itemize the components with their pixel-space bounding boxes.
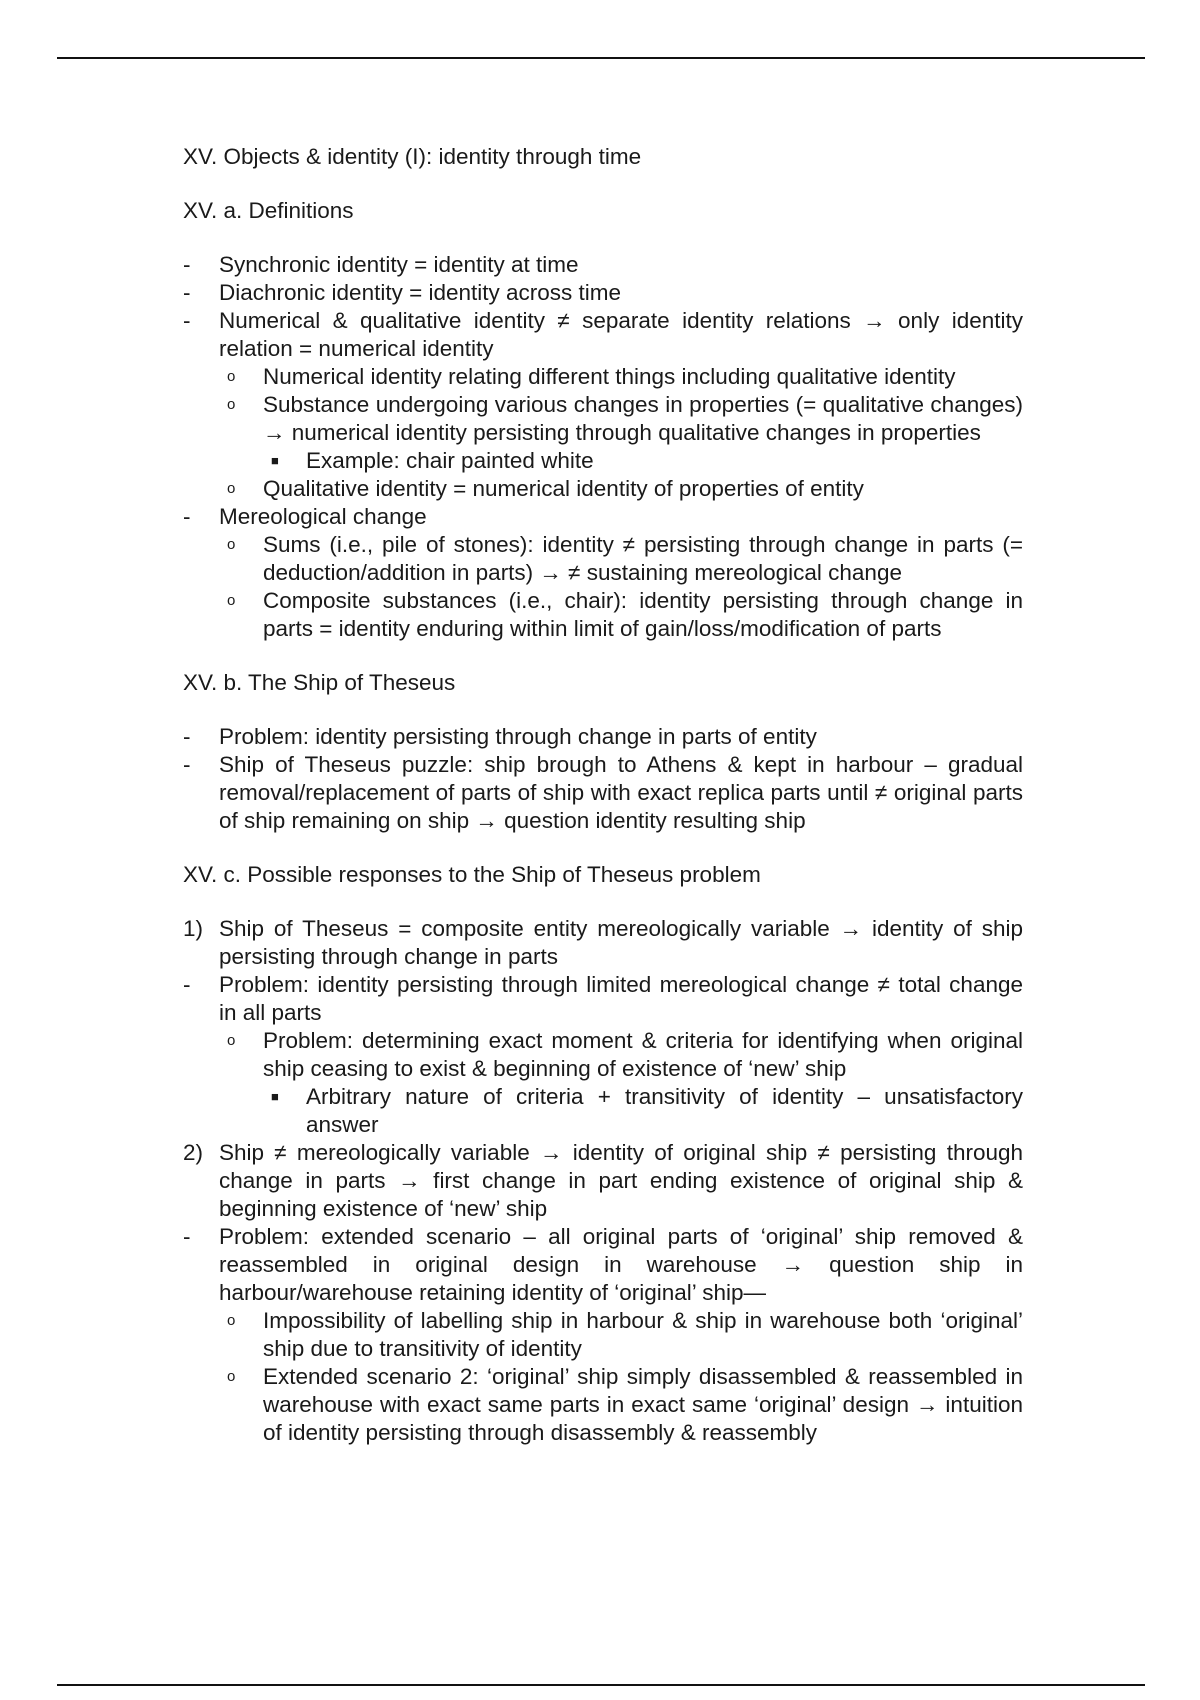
- section-heading: XV. c. Possible responses to the Ship of Theseus problem: [183, 862, 761, 887]
- circle-bullet-icon: o: [227, 536, 236, 553]
- list-item: - Problem: identity persisting through limited mereological change ≠ total change in all parts: [183, 972, 1023, 1025]
- dash-bullet-icon: -: [183, 752, 191, 777]
- circle-bullet-icon: o: [227, 480, 236, 497]
- list-item: - Problem: identity persisting through change in parts of entity: [183, 724, 817, 749]
- circle-bullet-icon: o: [227, 396, 236, 413]
- circle-bullet-icon: o: [227, 592, 236, 609]
- number-marker: [183, 915, 203, 943]
- square-bullet-icon: ■: [271, 453, 279, 468]
- list-item: o Numerical identity relating different things including qualitative identity: [227, 364, 956, 389]
- bullet-list: [183, 723, 1023, 835]
- bottom-rule: [57, 1684, 1145, 1686]
- list-item: o Extended scenario 2: ‘original’ ship simply disassembled & reassembled in warehouse with exact same parts in exact same ‘original’ design → intuition of identity persisting through disassembly & reassembly: [227, 1364, 1023, 1445]
- list-item: ■ Arbitrary nature of criteria + transitivity of identity – unsatisfactory answer: [271, 1084, 1023, 1137]
- page-content: [183, 143, 1023, 1447]
- dash-bullet-icon: -: [183, 972, 191, 997]
- list-item: - Synchronic identity = identity at time: [183, 252, 579, 277]
- list-item: ■ Example: chair painted white: [271, 448, 594, 473]
- dash-bullet-icon: -: [183, 1224, 191, 1249]
- dash-bullet-icon: -: [183, 308, 191, 333]
- dash-bullet-icon: -: [183, 280, 191, 305]
- list-item: o Composite substances (i.e., chair): identity persisting through change in parts = identity enduring within limit of gain/loss/modification of parts: [227, 588, 1023, 641]
- dash-bullet-icon: -: [183, 724, 191, 749]
- dash-bullet-icon: -: [183, 252, 191, 277]
- list-item: o Problem: determining exact moment & criteria for identifying when original ship ceasing to exist & beginning of existence of ‘new’ ship: [227, 1028, 1023, 1081]
- square-bullet-icon: ■: [271, 1089, 279, 1104]
- list-item: - Diachronic identity = identity across time: [183, 280, 622, 305]
- circle-bullet-icon: o: [227, 1312, 236, 1329]
- circle-bullet-icon: o: [227, 368, 236, 385]
- list-item: - Problem: extended scenario – all original parts of ‘original’ ship removed & reassembled in original design in warehouse → question ship in harbour/warehouse retaining identity of ‘original’ ship—: [183, 1224, 1023, 1305]
- response-list: [183, 915, 1023, 1447]
- number-marker: [183, 1139, 203, 1167]
- list-item: o Qualitative identity = numerical identity of properties of entity: [227, 476, 864, 501]
- section-heading: XV. a. Definitions: [183, 198, 354, 223]
- top-rule: [57, 57, 1145, 59]
- section-heading: XV. b. The Ship of Theseus: [183, 670, 456, 695]
- list-item: - Mereological change: [183, 504, 427, 529]
- circle-bullet-icon: o: [227, 1368, 236, 1385]
- list-item: o Substance undergoing various changes in properties (= qualitative changes) → numerical identity persisting through qualitative changes in properties: [227, 392, 1023, 445]
- page-title: XV. Objects & identity (I): identity through time: [183, 144, 642, 169]
- dash-bullet-icon: -: [183, 504, 191, 529]
- list-item: - Numerical & qualitative identity ≠ separate identity relations → only identity relation = numerical identity: [183, 308, 1023, 361]
- list-item: - Ship of Theseus puzzle: ship brough to Athens & kept in harbour – gradual removal/replacement of parts of ship with exact replica parts until ≠ original parts of ship remaining on ship → question identity resulting ship: [183, 752, 1023, 833]
- list-item: o Sums (i.e., pile of stones): identity ≠ persisting through change in parts (= deduction/addition in parts) → ≠ sustaining mereological change: [227, 532, 1023, 585]
- list-item: 1) Ship of Theseus = composite entity mereologically variable → identity of ship persisting through change in parts: [183, 915, 1023, 971]
- list-item: o Impossibility of labelling ship in harbour & ship in warehouse both ‘original’ ship due to transitivity of identity: [227, 1308, 1023, 1361]
- list-item: 2) Ship ≠ mereologically variable → identity of original ship ≠ persisting through change in parts → first change in part ending existence of original ship & beginning existence of ‘new’ ship: [183, 1139, 1023, 1223]
- bullet-list: [183, 251, 1023, 643]
- circle-bullet-icon: o: [227, 1032, 236, 1049]
